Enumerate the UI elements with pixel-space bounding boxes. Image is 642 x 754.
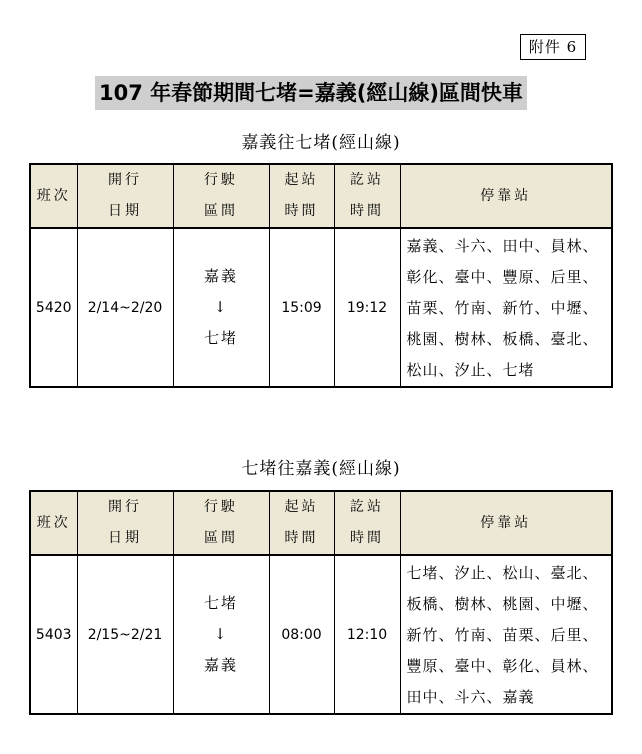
header-arrive-time <box>334 164 400 228</box>
header-date <box>77 164 173 228</box>
route-to: 嘉義 <box>203 656 238 674</box>
header-date-line1: 開行 <box>108 172 142 188</box>
arrival-time: 19:12 <box>334 228 400 387</box>
header-depart-line1: 起站 <box>284 499 319 515</box>
page-title: 107 年春節期間七堵=嘉義(經山線)區間快車 <box>95 76 527 110</box>
header-arrive-line1: 訖站 <box>350 172 384 188</box>
header-train-no: 班次 <box>30 491 77 555</box>
operating-dates: 2/15~2/21 <box>77 555 173 714</box>
operating-dates: 2/14~2/20 <box>77 228 173 387</box>
departure-time: 15:09 <box>269 228 334 387</box>
table-header-row <box>30 164 612 228</box>
route-section <box>173 228 269 387</box>
header-section-line1: 行駛 <box>204 499 238 515</box>
route-section <box>173 555 269 714</box>
header-depart-time <box>269 164 334 228</box>
header-depart-line1: 起站 <box>284 172 319 188</box>
stops-line: 苗栗、竹南、新竹、中壢、 <box>406 299 599 317</box>
stops-line: 田中、斗六、嘉義 <box>406 688 535 706</box>
departure-time: 08:00 <box>269 555 334 714</box>
header-date-line1: 開行 <box>108 499 142 515</box>
stops-line: 板橋、樹林、桃園、中壢、 <box>406 595 599 613</box>
route-to: 七堵 <box>203 329 238 347</box>
header-section <box>173 491 269 555</box>
train-number: 5403 <box>30 555 77 714</box>
header-arrive-line2: 時間 <box>350 530 384 546</box>
header-depart-line2: 時間 <box>284 203 319 219</box>
header-section <box>173 164 269 228</box>
header-stops: 停靠站 <box>400 491 612 555</box>
table-row <box>30 228 612 387</box>
stops-line: 七堵、汐止、松山、臺北、 <box>406 564 599 582</box>
header-section-line1: 行駛 <box>204 172 238 188</box>
schedule-table <box>29 163 613 388</box>
train-number: 5420 <box>30 228 77 387</box>
header-arrive-line2: 時間 <box>350 203 384 219</box>
stops-line: 桃園、樹林、板橋、臺北、 <box>406 330 599 348</box>
route-from: 嘉義 <box>203 267 238 285</box>
table-subtitle: 七堵往嘉義(經山線) <box>241 459 401 479</box>
stops-line: 嘉義、斗六、田中、員林、 <box>406 237 599 255</box>
route-from: 七堵 <box>203 594 238 612</box>
route-arrow: ↓ <box>213 298 229 316</box>
table-header-row <box>30 491 612 555</box>
header-date-line2: 日期 <box>108 203 142 219</box>
header-stops: 停靠站 <box>400 164 612 228</box>
header-section-line2: 區間 <box>204 530 238 546</box>
stops-line: 豐原、臺中、彰化、員林、 <box>406 657 599 675</box>
header-date <box>77 491 173 555</box>
attachment-label: 附件 6 <box>520 34 586 60</box>
header-date-line2: 日期 <box>108 530 142 546</box>
stops-line: 新竹、竹南、苗栗、后里、 <box>406 626 599 644</box>
table-subtitle: 嘉義往七堵(經山線) <box>241 133 401 153</box>
stops-line: 松山、汐止、七堵 <box>406 361 535 379</box>
header-depart-line2: 時間 <box>284 530 319 546</box>
stops-list <box>400 555 612 714</box>
arrival-time: 12:10 <box>334 555 400 714</box>
stops-list <box>400 228 612 387</box>
header-section-line2: 區間 <box>204 203 238 219</box>
header-arrive-line1: 訖站 <box>350 499 384 515</box>
header-arrive-time <box>334 491 400 555</box>
stops-line: 彰化、臺中、豐原、后里、 <box>406 268 599 286</box>
table-row <box>30 555 612 714</box>
schedule-table <box>29 490 613 715</box>
route-arrow: ↓ <box>213 625 229 643</box>
header-depart-time <box>269 491 334 555</box>
header-train-no: 班次 <box>30 164 77 228</box>
